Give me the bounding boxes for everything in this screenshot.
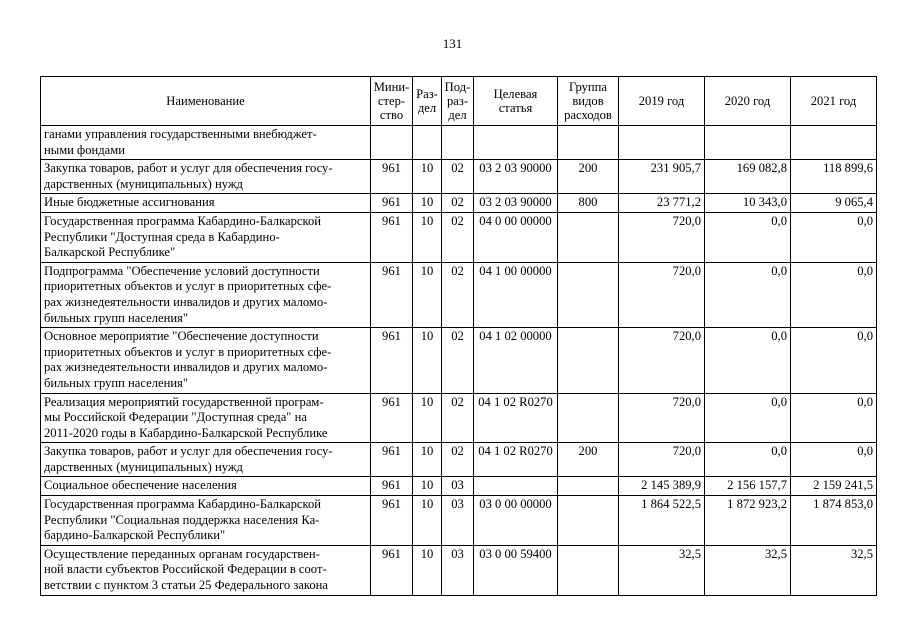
row-target-article — [474, 477, 558, 496]
row-subsection — [442, 126, 474, 160]
row-amount-2021 — [791, 126, 877, 160]
row-name: Иные бюджетные ассигнования — [41, 194, 371, 213]
row-amount-2019: 720,0 — [619, 393, 705, 443]
col-header-ministry: Мини- стер- ство — [371, 77, 413, 126]
budget-table — [40, 76, 877, 596]
table-row — [41, 126, 877, 160]
row-expense-group — [558, 496, 619, 546]
row-name: Основное мероприятие "Обеспечение доступности приоритетных объектов и услуг в приоритетных сфе- рах жизнедеятельности инвалидов и других маломо- бильных групп населения" — [41, 328, 371, 393]
row-amount-2020: 2 156 157,7 — [705, 477, 791, 496]
row-ministry — [371, 126, 413, 160]
row-amount-2021: 1 874 853,0 — [791, 496, 877, 546]
row-ministry: 961 — [371, 160, 413, 194]
row-amount-2020: 0,0 — [705, 262, 791, 327]
row-name: Подпрограмма "Обеспечение условий доступности приоритетных объектов и услуг в приоритетных сфе- рах жизнедеятельности инвалидов и других маломо- бильных групп населения" — [41, 262, 371, 327]
table-row — [41, 212, 877, 262]
col-header-target-article: Целевая статья — [474, 77, 558, 126]
row-ministry: 961 — [371, 545, 413, 595]
table-row — [41, 443, 877, 477]
row-expense-group — [558, 328, 619, 393]
row-name: Закупка товаров, работ и услуг для обеспечения госу- дарственных (муниципальных) нужд — [41, 443, 371, 477]
row-amount-2019: 32,5 — [619, 545, 705, 595]
row-ministry: 961 — [371, 212, 413, 262]
row-section: 10 — [413, 328, 442, 393]
col-header-2020: 2020 год — [705, 77, 791, 126]
row-subsection: 02 — [442, 160, 474, 194]
row-ministry: 961 — [371, 477, 413, 496]
row-ministry: 961 — [371, 262, 413, 327]
table-row — [41, 262, 877, 327]
page-number: 131 — [442, 36, 463, 51]
row-name: ганами управления государственными внебюджет- ными фондами — [41, 126, 371, 160]
row-section: 10 — [413, 194, 442, 213]
row-amount-2019: 720,0 — [619, 212, 705, 262]
row-subsection: 03 — [442, 496, 474, 546]
row-expense-group: 800 — [558, 194, 619, 213]
row-amount-2019: 1 864 522,5 — [619, 496, 705, 546]
row-ministry: 961 — [371, 496, 413, 546]
row-amount-2019: 720,0 — [619, 443, 705, 477]
row-name: Государственная программа Кабардино-Балкарской Республики "Социальная поддержка населения Ка- бардино-Балкарской Республики" — [41, 496, 371, 546]
row-amount-2020: 32,5 — [705, 545, 791, 595]
row-target-article: 04 1 00 00000 — [474, 262, 558, 327]
row-target-article: 03 0 00 59400 — [474, 545, 558, 595]
row-name: Государственная программа Кабардино-Балкарской Республики "Доступная среда в Кабардино- Балкарской Республике" — [41, 212, 371, 262]
row-expense-group — [558, 262, 619, 327]
row-subsection: 03 — [442, 477, 474, 496]
row-expense-group — [558, 393, 619, 443]
row-amount-2019: 720,0 — [619, 262, 705, 327]
row-target-article: 04 1 02 R0270 — [474, 443, 558, 477]
row-subsection: 02 — [442, 262, 474, 327]
row-ministry: 961 — [371, 328, 413, 393]
row-subsection: 02 — [442, 194, 474, 213]
row-amount-2019: 720,0 — [619, 328, 705, 393]
row-expense-group — [558, 545, 619, 595]
table-row — [41, 160, 877, 194]
col-header-name: Наименование — [41, 77, 371, 126]
table-row — [41, 496, 877, 546]
row-name: Реализация мероприятий государственной програм- мы Российской Федерации "Доступная среда" на 2011-2020 годы в Кабардино-Балкарской Республике — [41, 393, 371, 443]
col-header-2019: 2019 год — [619, 77, 705, 126]
row-ministry: 961 — [371, 393, 413, 443]
row-name: Закупка товаров, работ и услуг для обеспечения госу- дарственных (муниципальных) нужд — [41, 160, 371, 194]
row-amount-2021: 0,0 — [791, 212, 877, 262]
row-amount-2021: 0,0 — [791, 328, 877, 393]
row-target-article: 03 2 03 90000 — [474, 194, 558, 213]
row-section: 10 — [413, 262, 442, 327]
row-amount-2020: 0,0 — [705, 328, 791, 393]
row-amount-2020 — [705, 126, 791, 160]
row-amount-2021: 0,0 — [791, 443, 877, 477]
row-section — [413, 126, 442, 160]
row-subsection: 02 — [442, 393, 474, 443]
row-amount-2021: 0,0 — [791, 262, 877, 327]
row-section: 10 — [413, 545, 442, 595]
row-ministry: 961 — [371, 443, 413, 477]
row-name: Социальное обеспечение населения — [41, 477, 371, 496]
row-amount-2020: 169 082,8 — [705, 160, 791, 194]
table-row — [41, 545, 877, 595]
col-header-2021: 2021 год — [791, 77, 877, 126]
row-section: 10 — [413, 393, 442, 443]
row-target-article: 04 1 02 00000 — [474, 328, 558, 393]
row-subsection: 03 — [442, 545, 474, 595]
row-amount-2021: 118 899,6 — [791, 160, 877, 194]
header-row — [41, 77, 877, 126]
row-amount-2021: 2 159 241,5 — [791, 477, 877, 496]
row-amount-2020: 0,0 — [705, 443, 791, 477]
row-section: 10 — [413, 160, 442, 194]
row-ministry: 961 — [371, 194, 413, 213]
row-section: 10 — [413, 443, 442, 477]
row-amount-2019: 23 771,2 — [619, 194, 705, 213]
row-section: 10 — [413, 212, 442, 262]
table-row — [41, 328, 877, 393]
row-amount-2021: 32,5 — [791, 545, 877, 595]
row-target-article: 03 0 00 00000 — [474, 496, 558, 546]
row-subsection: 02 — [442, 443, 474, 477]
row-amount-2019: 231 905,7 — [619, 160, 705, 194]
row-target-article: 03 2 03 90000 — [474, 160, 558, 194]
row-target-article — [474, 126, 558, 160]
col-header-subsection: Под- раз- дел — [442, 77, 474, 126]
row-expense-group: 200 — [558, 160, 619, 194]
row-amount-2019 — [619, 126, 705, 160]
row-amount-2019: 2 145 389,9 — [619, 477, 705, 496]
row-amount-2020: 0,0 — [705, 393, 791, 443]
row-amount-2021: 9 065,4 — [791, 194, 877, 213]
row-amount-2020: 1 872 923,2 — [705, 496, 791, 546]
row-section: 10 — [413, 477, 442, 496]
row-target-article: 04 0 00 00000 — [474, 212, 558, 262]
col-header-section: Раз- дел — [413, 77, 442, 126]
row-amount-2021: 0,0 — [791, 393, 877, 443]
row-expense-group — [558, 477, 619, 496]
row-target-article: 04 1 02 R0270 — [474, 393, 558, 443]
table-row — [41, 477, 877, 496]
row-subsection: 02 — [442, 328, 474, 393]
row-section: 10 — [413, 496, 442, 546]
row-expense-group — [558, 212, 619, 262]
table-row — [41, 393, 877, 443]
row-expense-group — [558, 126, 619, 160]
row-name: Осуществление переданных органам государствен- ной власти субъектов Российской Федерации в соот- ветствии с пунктом 3 статьи 25 Федерального закона — [41, 545, 371, 595]
col-header-expense-group: Группа видов расходов — [558, 77, 619, 126]
row-subsection: 02 — [442, 212, 474, 262]
row-amount-2020: 0,0 — [705, 212, 791, 262]
table-row — [41, 194, 877, 213]
row-expense-group: 200 — [558, 443, 619, 477]
row-amount-2020: 10 343,0 — [705, 194, 791, 213]
